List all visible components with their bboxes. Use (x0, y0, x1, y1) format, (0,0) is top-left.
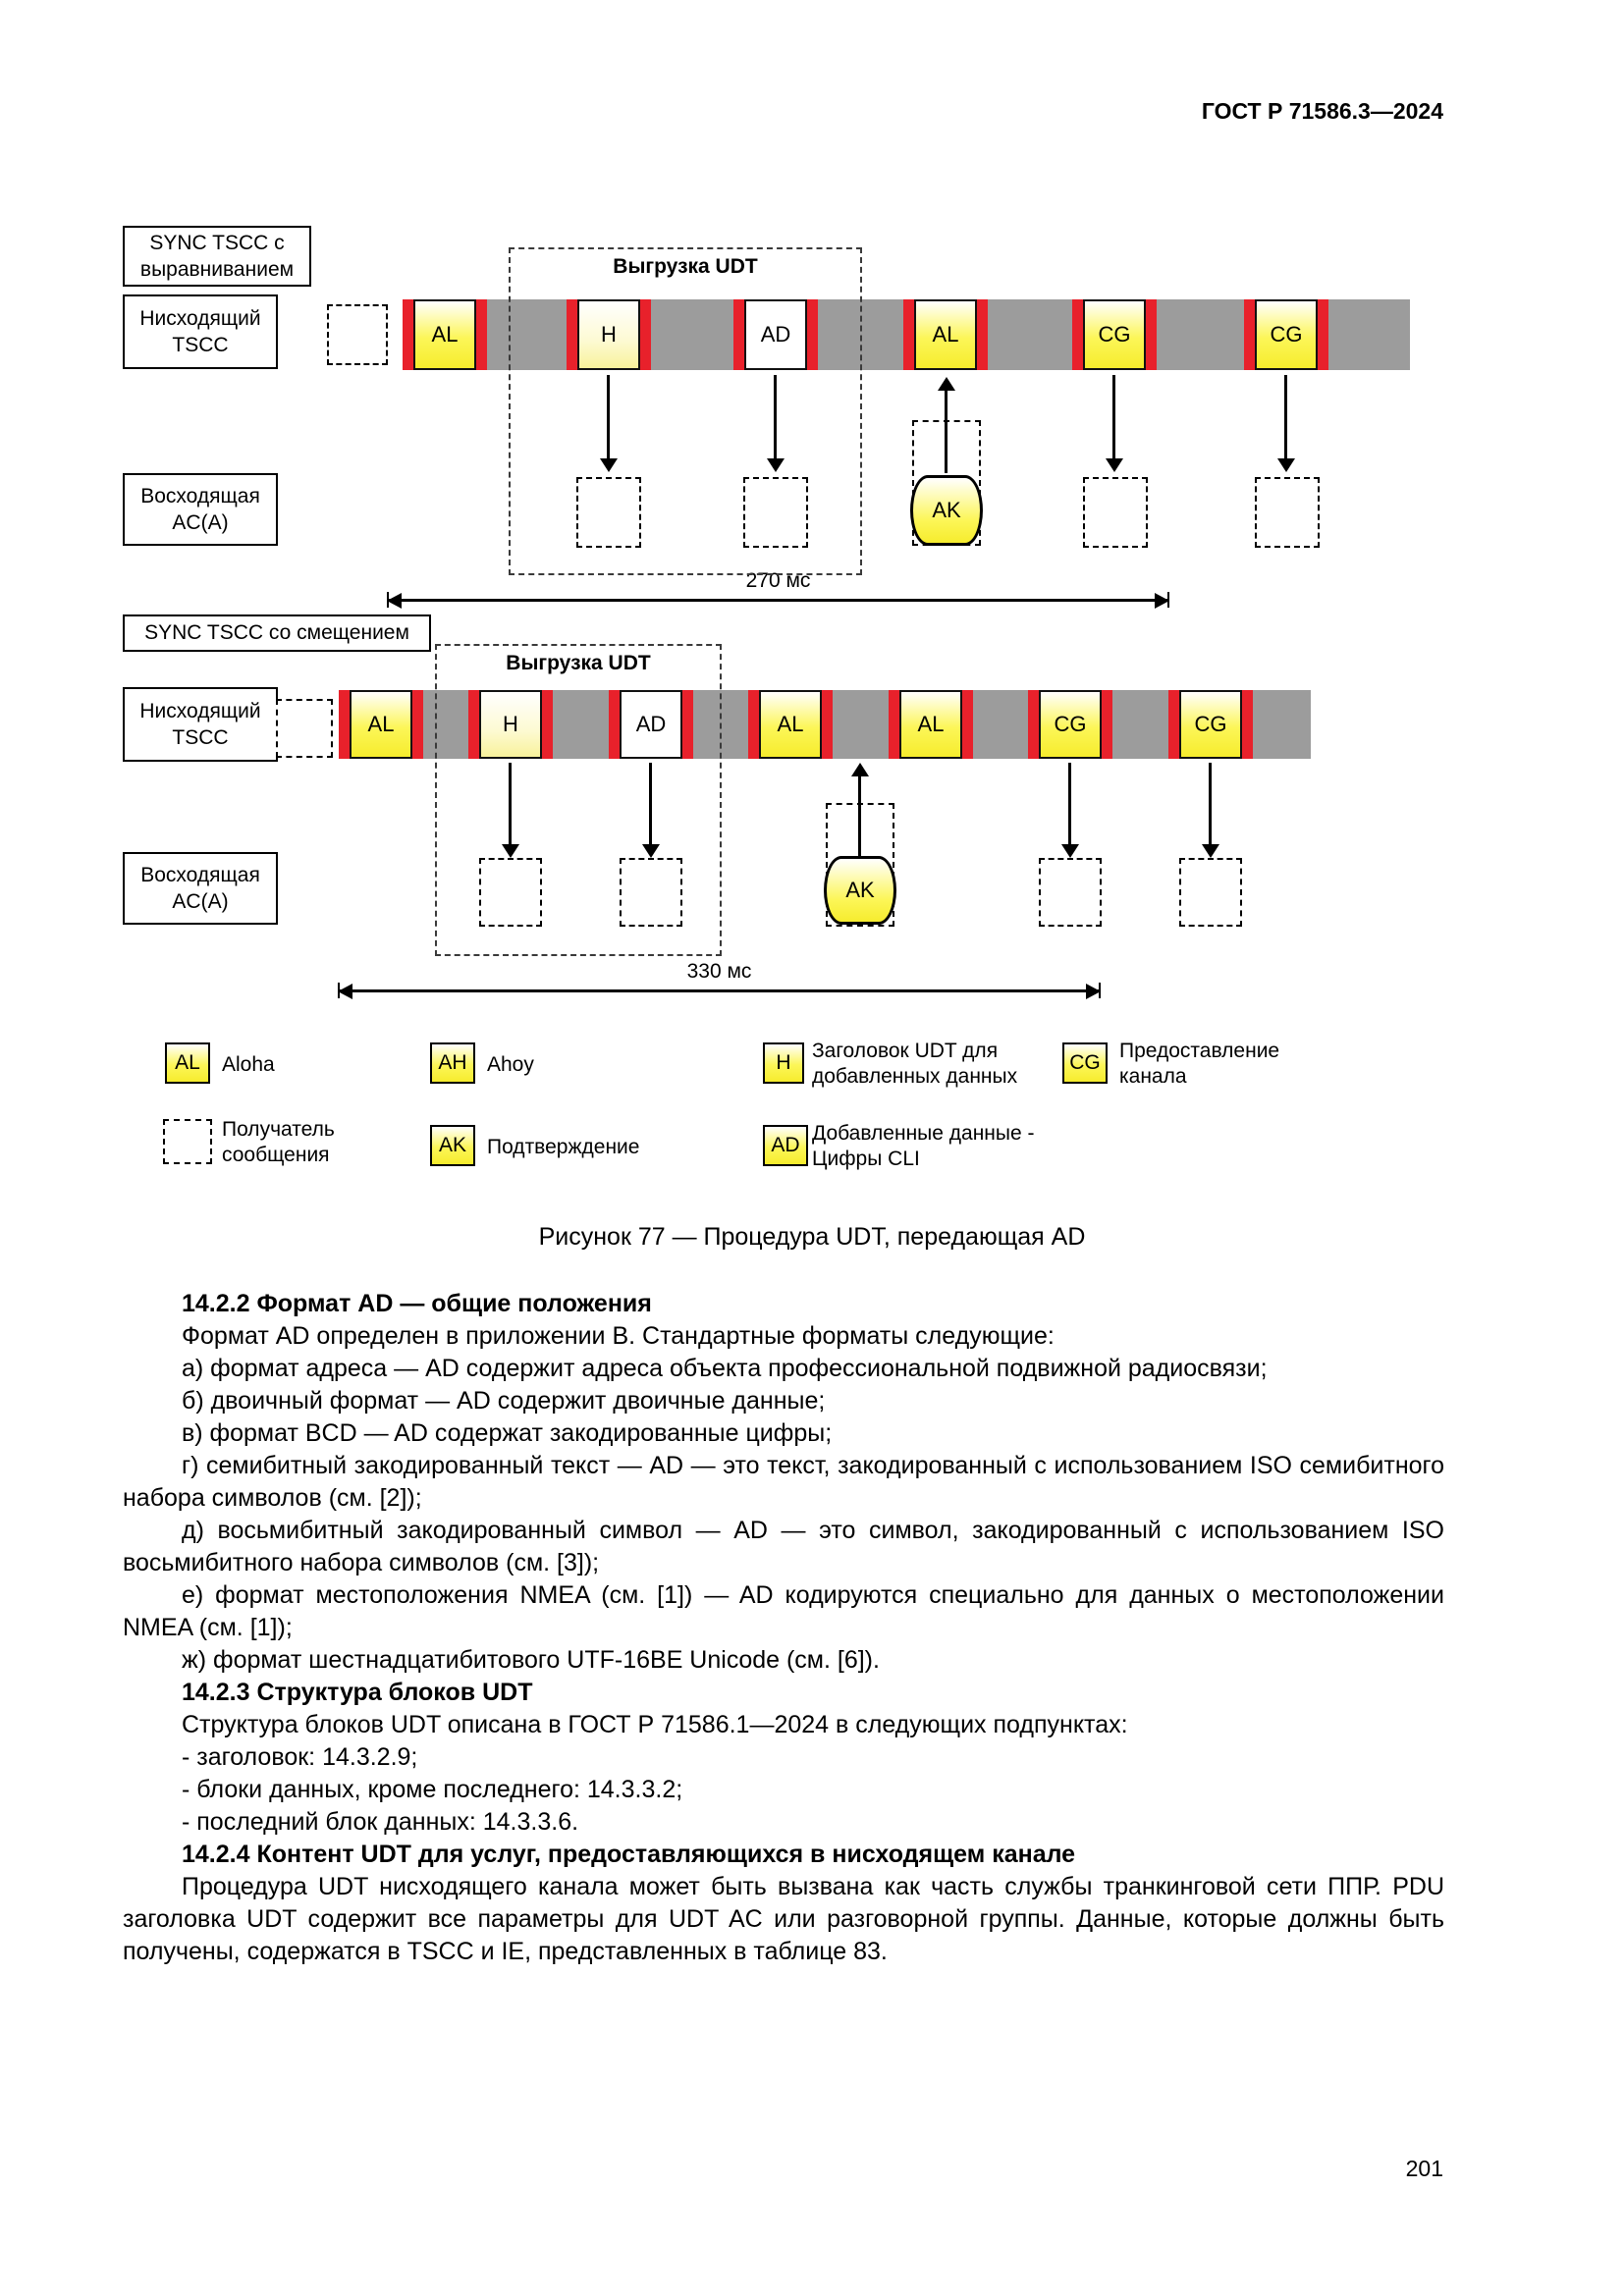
slot-cg: CG (1255, 299, 1318, 370)
legend-chip-cg: CG (1062, 1042, 1108, 1084)
uplink-ac-label-2: Восходящая AC(A) (123, 852, 278, 925)
slot-group (1072, 299, 1157, 370)
slot-cg: CG (1039, 690, 1102, 759)
guard-bar (748, 690, 759, 759)
list-item: - заголовок: 14.3.2.9; (182, 1743, 418, 1771)
recipient-box (1255, 477, 1320, 548)
slot-al: AL (914, 299, 977, 370)
guard-bar (1168, 690, 1179, 759)
guard-bar (977, 299, 988, 370)
duration-arrow (339, 989, 1100, 992)
figure-caption: Рисунок 77 — Процедура UDT, передающая AD (538, 1223, 1086, 1251)
downlink-tscc-label-1: Нисходящий TSCC (123, 294, 278, 369)
slot-al: AL (413, 299, 476, 370)
slot-al: AL (899, 690, 962, 759)
guard-bar (903, 299, 914, 370)
list-item: - блоки данных, кроме последнего: 14.3.3.2; (182, 1776, 683, 1803)
legend-chip-al: AL (165, 1042, 210, 1084)
paragraph: Структура блоков UDT описана в ГОСТ Р 71586.1—2024 в следующих подпунктах: (182, 1711, 1128, 1738)
guard-bar (339, 690, 350, 759)
slot-group (1168, 690, 1253, 759)
list-item: а) формат адреса — AD содержит адреса объекта профессиональной подвижной радиосвязи; (182, 1355, 1268, 1382)
document-header: ГОСТ Р 71586.3—2024 (1201, 98, 1443, 124)
duration-label-2: 330 мс (686, 960, 752, 983)
page-number: 201 (1405, 2156, 1443, 2181)
slot-group (889, 690, 973, 759)
slot-ad: AD (744, 299, 807, 370)
list-item: - последний блок данных: 14.3.3.6. (182, 1808, 579, 1836)
recipient-box (1179, 858, 1242, 927)
up-arrow (945, 390, 947, 473)
slot-cg: CG (1179, 690, 1242, 759)
recipient-box (1083, 477, 1148, 548)
section-heading: 14.2.4 Контент UDT для услуг, предоставляющихся в нисходящем канале (182, 1841, 1076, 1868)
slot-ad: AD (620, 690, 682, 759)
list-item: г) семибитный закодированный текст — AD — это текст, закодированный с использованием ISO семибитного набора символов (см. [2]); (123, 1452, 1444, 1512)
legend-chip-ad: AD (763, 1125, 808, 1166)
list-item: б) двоичный формат — AD содержит двоичные данные; (182, 1387, 826, 1415)
down-arrow (1068, 763, 1071, 845)
recipient-box (276, 699, 333, 758)
recipient-box (327, 304, 388, 365)
duration-label-1: 270 мс (745, 569, 811, 592)
legend-chip-h: H (763, 1042, 804, 1084)
guard-bar (1242, 690, 1253, 759)
guard-bar (822, 690, 833, 759)
guard-bar (1318, 299, 1328, 370)
legend-label-h: Заголовок UDT для добавленных данных (812, 1040, 1018, 1088)
sync-aligned-label: SYNC TSCC с выравниванием (123, 226, 311, 287)
guard-bar (1244, 299, 1255, 370)
arrow-end-tick (387, 592, 389, 608)
body-text (123, 1288, 1444, 1968)
slot-group (403, 299, 487, 370)
recipient-box (1039, 858, 1102, 927)
arrow-end-tick (1099, 983, 1101, 998)
up-arrow (858, 775, 861, 856)
section-heading: 14.2.3 Структура блоков UDT (182, 1679, 533, 1706)
guard-bar (889, 690, 899, 759)
duration-arrow (388, 599, 1168, 602)
legend-label-ah: Ahoy (487, 1053, 534, 1076)
legend-chip-ah: AH (430, 1042, 475, 1084)
legend-label-al: Aloha (222, 1053, 275, 1076)
list-item: е) формат местоположения NMEA (см. [1]) — AD кодируются специально для данных о местоположении NMEA (см. [1]); (123, 1581, 1444, 1641)
guard-bar (476, 299, 487, 370)
down-arrow (1209, 763, 1212, 845)
ack-block: AK (824, 856, 896, 925)
legend-label-cg: Предоставление канала (1119, 1040, 1280, 1088)
slot-group (903, 299, 988, 370)
guard-bar (962, 690, 973, 759)
udt-upload-label-1: Выгрузка UDT (613, 255, 758, 278)
udt-upload-region-1 (509, 247, 862, 575)
slot-header: H (577, 299, 640, 370)
guard-bar (403, 299, 413, 370)
down-arrow (1284, 375, 1287, 459)
slot-group (748, 690, 833, 759)
slot-group (339, 690, 423, 759)
arrow-end-tick (1167, 592, 1169, 608)
list-item: в) формат BCD — AD содержат закодированные цифры; (182, 1419, 833, 1447)
slot-group (1028, 690, 1112, 759)
paragraph: Процедура UDT нисходящего канала может быть вызвана как часть службы транкинговой сети ППР. PDU заголовка UDT содержит все параметры для UDT AC или разговорной группы. Данные, которые должны быть получены, содержатся в TSCC и IE, представленных в таблице 83. (123, 1873, 1444, 1965)
legend-label-ak: Подтверждение (487, 1136, 640, 1158)
guard-bar (1102, 690, 1112, 759)
uplink-ac-label-1: Восходящая AC(A) (123, 473, 278, 546)
slot-al: AL (759, 690, 822, 759)
arrow-end-tick (338, 983, 340, 998)
slot-group (1244, 299, 1328, 370)
paragraph: Формат AD определен в приложении В. Стандартные форматы следующие: (182, 1322, 1055, 1350)
list-item: д) восьмибитный закодированный символ — AD — это символ, закодированный с использованием ISO восьмибитного набора символов (см. [3]); (123, 1517, 1444, 1576)
slot-header: H (479, 690, 542, 759)
guard-bar (1146, 299, 1157, 370)
udt-upload-label-2: Выгрузка UDT (506, 652, 651, 674)
legend-chip-recipient (163, 1119, 212, 1164)
list-item: ж) формат шестнадцатибитового UTF-16BE Unicode (см. [6]). (182, 1646, 880, 1674)
legend-chip-ak: AK (430, 1125, 475, 1166)
guard-bar (412, 690, 423, 759)
guard-bar (1028, 690, 1039, 759)
downlink-tscc-label-2: Нисходящий TSCC (123, 687, 278, 762)
legend-label-ad: Добавленные данные - Цифры CLI (812, 1122, 1035, 1170)
section-heading: 14.2.2 Формат AD — общие положения (182, 1290, 652, 1317)
down-arrow (1112, 375, 1115, 459)
sync-offset-label: SYNC TSCC со смещением (123, 614, 431, 652)
ack-block: AK (910, 475, 983, 546)
guard-bar (1072, 299, 1083, 370)
legend-label-recipient: Получатель сообщения (222, 1118, 335, 1166)
slot-al: AL (350, 690, 412, 759)
udt-upload-region-2 (435, 644, 722, 956)
slot-cg: CG (1083, 299, 1146, 370)
